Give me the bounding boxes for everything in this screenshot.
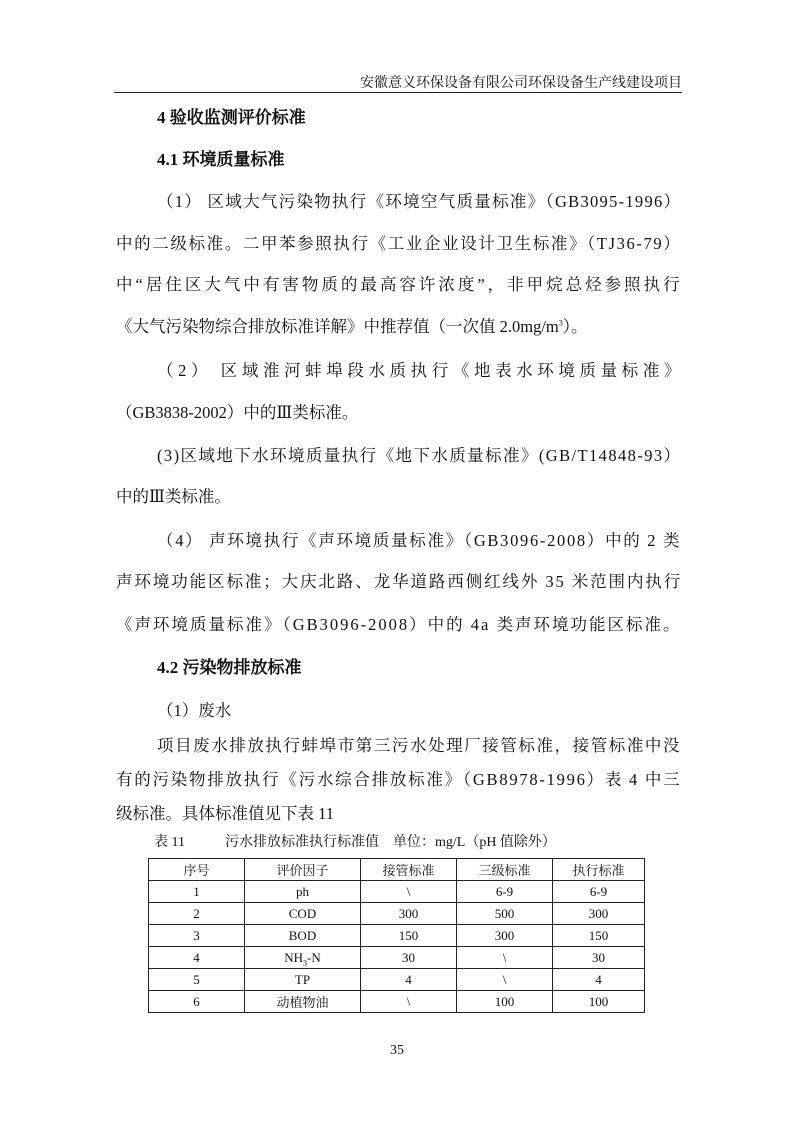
table-row xyxy=(149,947,645,969)
subsection-title: 4.1 环境质量标准 xyxy=(157,150,285,169)
running-header: 安徽意义环保设备有限公司环保设备生产线建设项目 xyxy=(360,76,682,91)
text: ）。 xyxy=(562,317,588,336)
cell: \ xyxy=(361,991,457,1013)
cell: COD xyxy=(245,903,361,925)
table-title: 污水排放标准执行标准值 xyxy=(224,835,379,850)
cell: 6-9 xyxy=(553,881,645,903)
cell: $NH_3-N$ xyxy=(245,947,361,969)
column-header: 执行标准 xyxy=(553,859,645,881)
cell: 300 xyxy=(361,903,457,925)
paragraph-line: （1） 区域大气污染物执行《环境空气质量标准》（GB3095-1996） xyxy=(157,192,682,211)
table-row xyxy=(149,969,645,991)
cell: 2 xyxy=(149,903,245,925)
table-number: 表 11 xyxy=(154,835,185,850)
paragraph-line: （2） 区域淮河蚌埠段水质执行《地表水环境质量标准》 xyxy=(157,361,685,380)
cell: TP xyxy=(245,969,361,991)
cell: 4 xyxy=(149,947,245,969)
paragraph-line: 中的二级标准。二甲苯参照执行《工业企业设计卫生标准》（TJ36-79） xyxy=(116,234,682,253)
table-row xyxy=(149,881,645,903)
paragraph-line: 《声环境质量标准》（GB3096-2008）中的 4a 类声环境功能区标准。 xyxy=(116,615,682,634)
text: 《大气污染物综合排放标准详解》中推荐值（一次值 2.0mg/m xyxy=(116,317,559,336)
section-title: 4 验收监测评价标准 xyxy=(157,108,306,127)
subsection-title: 4.2 污染物排放标准 xyxy=(157,658,302,677)
cell: 4 xyxy=(553,969,645,991)
cell: 动植物油 xyxy=(245,991,361,1013)
cell: 100 xyxy=(457,991,553,1013)
cell: 100 xyxy=(553,991,645,1013)
cell: \ xyxy=(457,947,553,969)
cell: 500 xyxy=(457,903,553,925)
table-header-row xyxy=(149,859,645,881)
column-header: 三级标准 xyxy=(457,859,553,881)
cell: \ xyxy=(361,881,457,903)
cell: 150 xyxy=(553,925,645,947)
cell: 30 xyxy=(361,947,457,969)
cell: 3 xyxy=(149,925,245,947)
cell: 6-9 xyxy=(457,881,553,903)
cell: 1 xyxy=(149,881,245,903)
paragraph-line: 有的污染物排放执行《污水综合排放标准》（GB8978-1996）表 4 中三 xyxy=(116,770,682,789)
cell: 300 xyxy=(457,925,553,947)
cell: ph xyxy=(245,881,361,903)
paragraph-line: （GB3838-2002）中的Ⅲ类标准。 xyxy=(116,403,359,422)
paragraph-line: 级标准。具体标准值见下表 11 xyxy=(116,804,335,823)
paragraph-line: （4） 声环境执行《声环境质量标准》（GB3096-2008）中的 2 类 xyxy=(157,531,682,550)
page-number: 35 xyxy=(390,1043,404,1058)
header-rule xyxy=(114,92,682,93)
cell: \ xyxy=(457,969,553,991)
cell: 150 xyxy=(361,925,457,947)
table-unit: 单位：mg/L（pH 值除外） xyxy=(392,835,556,850)
paragraph-line: 中的Ⅲ类标准。 xyxy=(116,487,231,506)
paragraph-line: 项目废水排放执行蚌埠市第三污水处理厂接管标准，接管标准中没 xyxy=(157,736,682,755)
column-header: 序号 xyxy=(149,859,245,881)
table-row xyxy=(149,903,645,925)
paragraph-line: （1）废水 xyxy=(157,701,232,720)
paragraph-line: (3)区域地下水环境质量执行《地下水质量标准》(GB/T14848-93） xyxy=(157,446,682,465)
column-header: 评价因子 xyxy=(245,859,361,881)
cell: BOD xyxy=(245,925,361,947)
paragraph-line xyxy=(116,316,588,338)
standards-table xyxy=(148,858,645,1013)
paragraph-line: 声环境功能区标准；大庆北路、龙华道路西侧红线外 35 米范围内执行 xyxy=(116,572,683,591)
cell: 30 xyxy=(553,947,645,969)
table-caption xyxy=(154,834,556,852)
cell: 5 xyxy=(149,969,245,991)
column-header: 接管标准 xyxy=(361,859,457,881)
cell: 300 xyxy=(553,903,645,925)
table-row xyxy=(149,925,645,947)
cell: 4 xyxy=(361,969,457,991)
superscript: 3 xyxy=(558,318,563,328)
cell: 6 xyxy=(149,991,245,1013)
paragraph-line: 中“居住区大气中有害物质的最高容许浓度”，非甲烷总烃参照执行 xyxy=(116,275,683,294)
table-row xyxy=(149,991,645,1013)
